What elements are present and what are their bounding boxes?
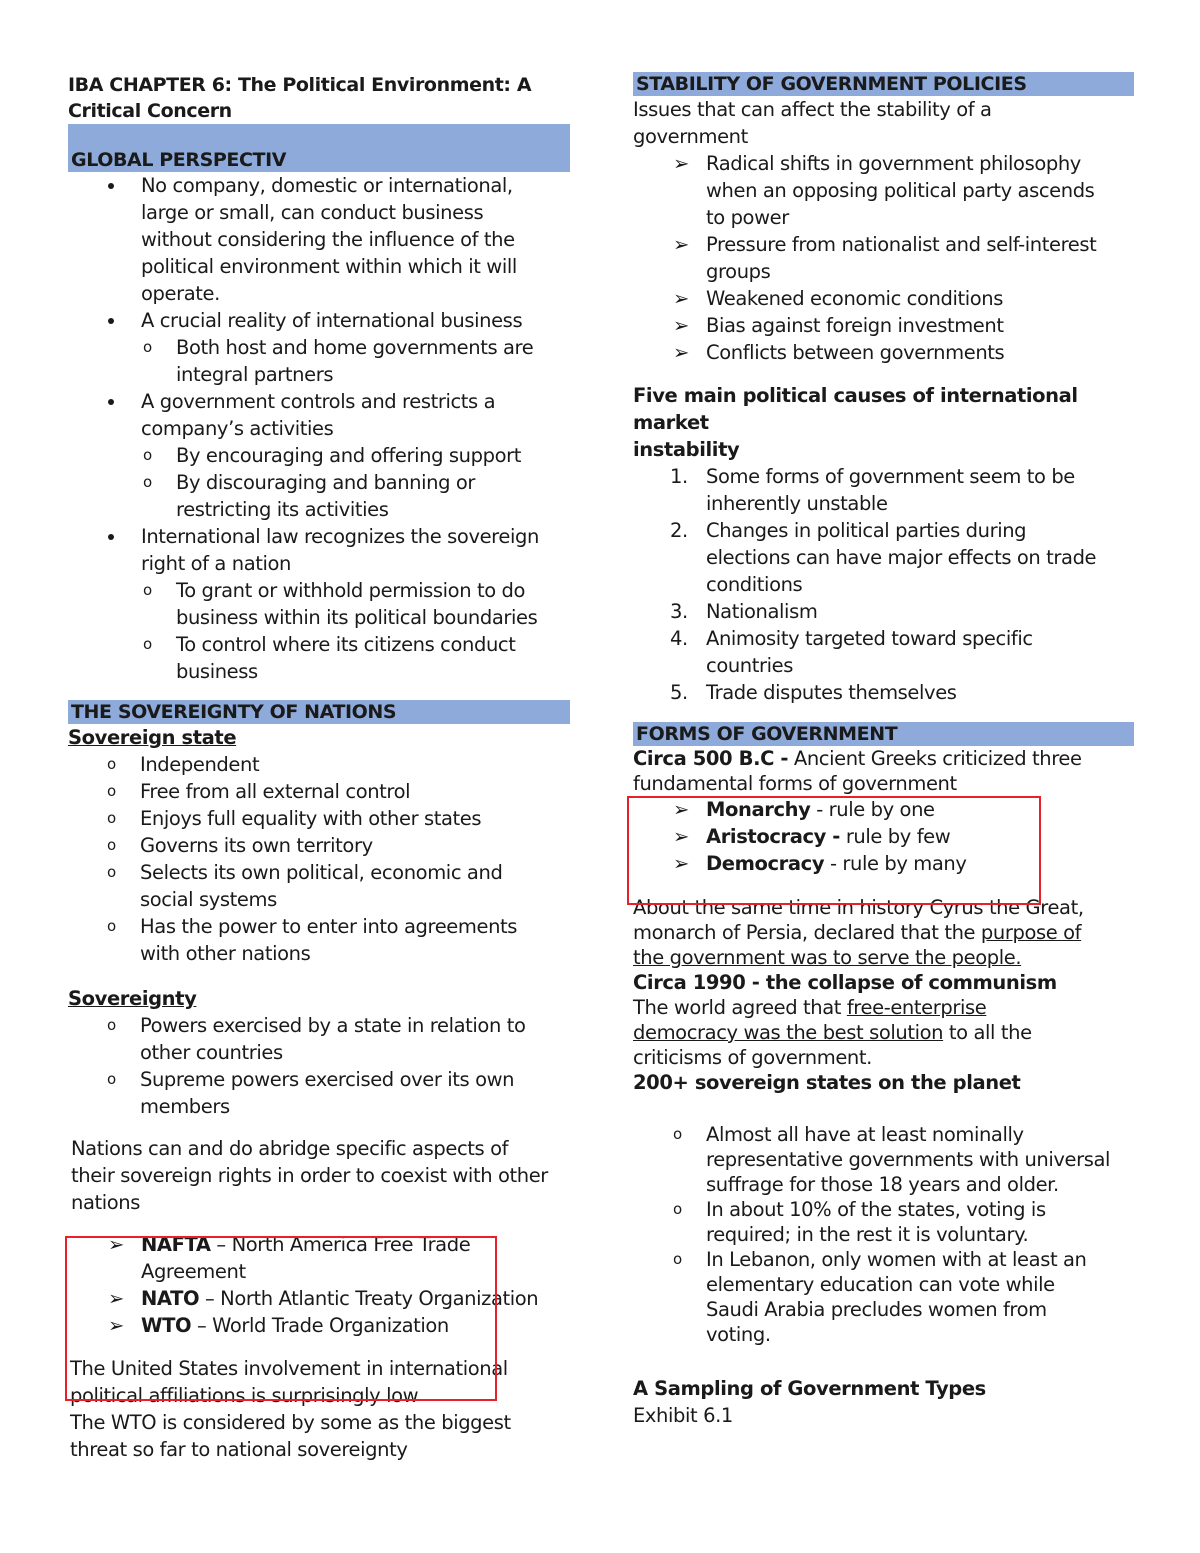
list-item: o Supreme powers exercised over its own members (107, 1068, 515, 1118)
sovereignty-label: Sovereignty (68, 987, 197, 1010)
sovereignty-list (107, 1012, 570, 1120)
arrow-bullet-icon: ➢ (108, 1314, 124, 1337)
exhibit-label: Exhibit 6.1 (633, 1404, 733, 1427)
sub-bullet-item: o To grant or withhold permission to do business within its political boundaries (143, 579, 538, 629)
arrow-bullet-icon: ➢ (673, 152, 689, 175)
list-item: 4. Animosity targeted toward specific countries (670, 627, 1033, 677)
section-header-global-perspective: GLOBAL PERSPECTIV (68, 124, 570, 172)
circa-1990-heading: Circa 1990 - the collapse of communism (633, 971, 1057, 994)
bullet-item: International law recognizes the sovereign right of a nation (141, 523, 570, 577)
arrow-bullet-icon: ➢ (673, 852, 689, 875)
circa-500-paragraph: Circa 500 B.C - Ancient Greeks criticized three fundamental forms of government (633, 747, 1082, 795)
list-item: 5. Trade disputes themselves (670, 681, 957, 704)
sampling-heading: A Sampling of Government Types (633, 1377, 986, 1400)
section-header-sovereignty: THE SOVEREIGNTY OF NATIONS (68, 700, 570, 724)
sovereign-states-heading: 200+ sovereign states on the planet (633, 1071, 1021, 1094)
stability-intro: Issues that can affect the stability of a government (633, 98, 992, 148)
bullet-item: No company, domestic or international, large or small, can conduct business without considering the influence of the political environment within which it will operate. (141, 172, 570, 307)
list-item: o Selects its own political, economic and social systems (107, 861, 503, 911)
arrow-bullet-icon: ➢ (673, 798, 689, 821)
states-facts-list (673, 1122, 1134, 1347)
list-item: ➢ Weakened economic conditions (673, 287, 1004, 310)
list-item: ➢ Democracy - rule by many (673, 852, 967, 875)
abridge-paragraph: Nations can and do abridge specific aspects of their sovereign rights in order to coexist with other nations (71, 1137, 548, 1214)
sovereign-state-label: Sovereign state (68, 726, 237, 749)
section-header-stability: STABILITY OF GOVERNMENT POLICIES (633, 72, 1134, 96)
sub-bullet-item: o To control where its citizens conduct business (143, 633, 516, 683)
list-item: ➢ Aristocracy - rule by few (673, 825, 951, 848)
world-agreed-paragraph: The world agreed that free-enterprise democracy was the best solution to all the criticisms of government. (633, 996, 1032, 1069)
bullet-item: A crucial reality of international business (141, 307, 570, 334)
list-item: o Governs its own territory (107, 834, 373, 857)
list-item: o Almost all have at least nominally representative governments with universal suffrage for those 18 years and older. (673, 1123, 1111, 1196)
chapter-title: IBA CHAPTER 6: The Political Environment: A Critical Concern (68, 74, 532, 122)
arrow-bullet-icon: ➢ (108, 1287, 124, 1310)
list-item: ➢ Pressure from nationalist and self-interest groups (673, 233, 1097, 283)
list-item: o Has the power to enter into agreements with other nations (107, 915, 518, 965)
list-item: o Free from all external control (107, 780, 411, 803)
org-item-nafta: ➢ NAFTA – North America Free Trade Agreement (108, 1233, 471, 1283)
list-item: 2. Changes in political parties during elections can have major effects on trade conditions (670, 519, 1097, 596)
cyrus-paragraph: About the same time in history Cyrus the Great, monarch of Persia, declared that the purpose of the government was to serve the people. (633, 896, 1084, 969)
sub-bullet-item: o By encouraging and offering support (143, 444, 521, 467)
annotation-box-greek-forms (627, 796, 1041, 905)
us-involvement-paragraph: The United States involvement in international political affiliations is surprisingly low (70, 1357, 508, 1407)
sovereign-state-list (107, 751, 570, 967)
bullet-item: A government controls and restricts a company’s activities (141, 388, 570, 442)
causes-list (670, 463, 1134, 706)
org-item-wto: ➢ WTO – World Trade Organization (108, 1314, 449, 1337)
list-item: ➢ Bias against foreign investment (673, 314, 1004, 337)
org-item-nato: ➢ NATO – North Atlantic Treaty Organization (108, 1287, 539, 1310)
list-item: ➢ Monarchy - rule by one (673, 798, 935, 821)
arrow-bullet-icon: ➢ (673, 341, 689, 364)
list-item: o In Lebanon, only women with at least an elementary education can vote while Saudi Arabia precludes women from voting. (673, 1248, 1087, 1346)
causes-heading: Five main political causes of international market instability (633, 384, 1078, 461)
list-item: o Independent (107, 753, 260, 776)
wto-paragraph: The WTO is considered by some as the biggest threat so far to national sovereignty (70, 1411, 511, 1461)
list-item: ➢ Conflicts between governments (673, 341, 1005, 364)
section-header-forms: FORMS OF GOVERNMENT (633, 722, 1134, 746)
arrow-bullet-icon: ➢ (108, 1233, 124, 1256)
stability-issues-list (673, 150, 1134, 366)
right-column (633, 72, 1134, 1429)
arrow-bullet-icon: ➢ (673, 825, 689, 848)
list-item: o In about 10% of the states, voting is required; in the rest it is voluntary. (673, 1198, 1046, 1246)
list-item: 3. Nationalism (670, 600, 818, 623)
arrow-bullet-icon: ➢ (673, 314, 689, 337)
list-item: o Powers exercised by a state in relation to other countries (107, 1014, 526, 1064)
list-item: o Enjoys full equality with other states (107, 807, 482, 830)
sub-bullet-item: o Both host and home governments are integral partners (143, 336, 534, 386)
list-item: ➢ Radical shifts in government philosophy when an opposing political party ascends to power (673, 152, 1095, 229)
global-perspective-list (141, 172, 570, 685)
sub-bullet-item: o By discouraging and banning or restricting its activities (143, 471, 476, 521)
annotation-box-organizations (65, 1236, 497, 1401)
arrow-bullet-icon: ➢ (673, 233, 689, 256)
arrow-bullet-icon: ➢ (673, 287, 689, 310)
list-item: 1. Some forms of government seem to be inherently unstable (670, 465, 1075, 515)
